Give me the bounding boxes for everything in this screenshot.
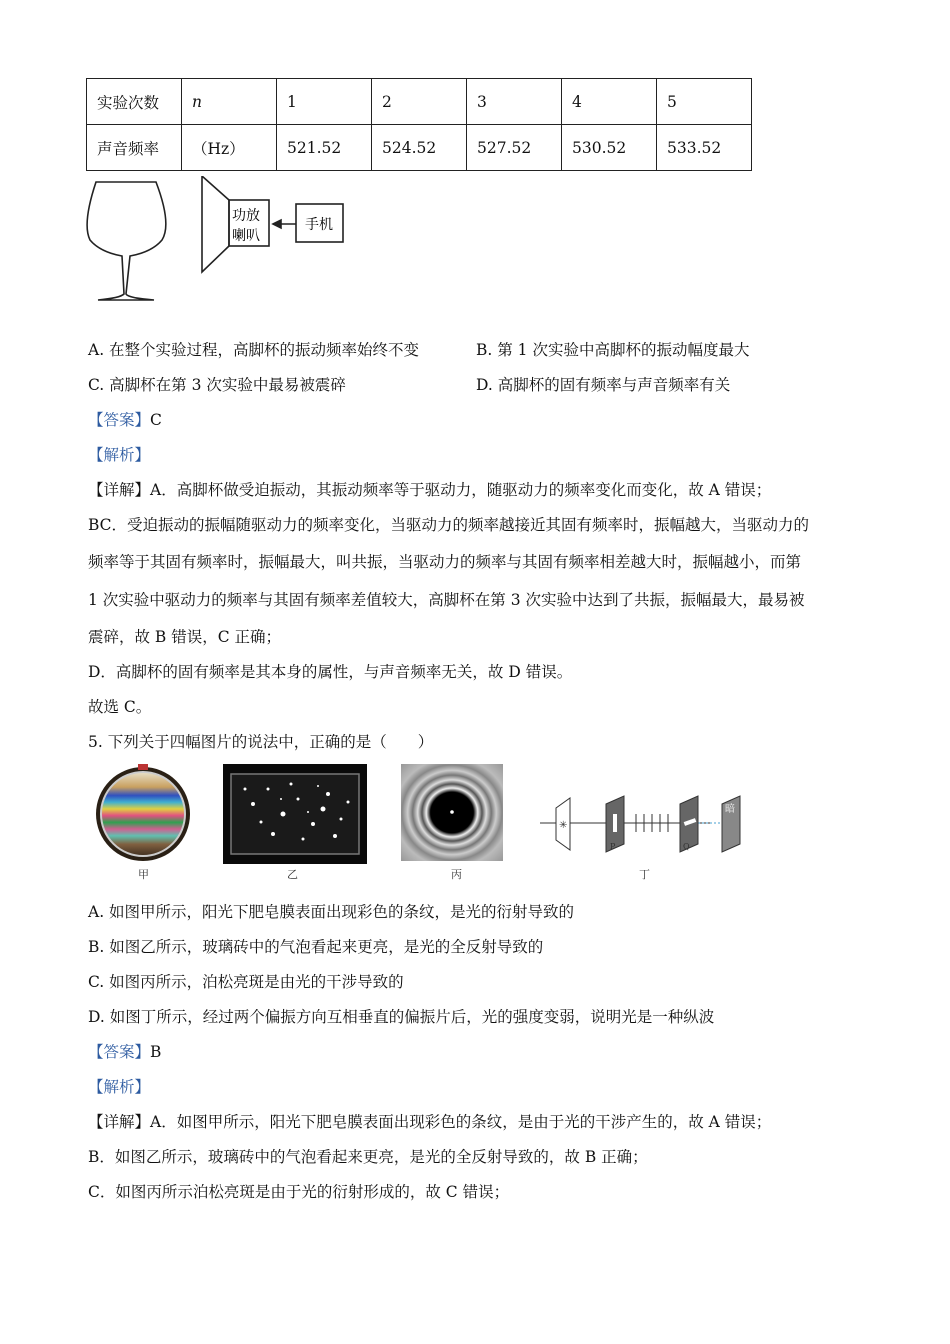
table-cell: 530.52 bbox=[562, 125, 657, 171]
fig-label-yi: 乙 bbox=[287, 868, 298, 881]
q4-detail-line: 频率等于其固有频率时，振幅最大，叫共振，当驱动力的频率与其固有频率相差越大时，振幅越小，而第 bbox=[88, 553, 802, 571]
q4-conclusion: 故选 C。 bbox=[88, 698, 152, 716]
q4-detail-line: 1 次实验中驱动力的频率与其固有频率差值较大，高脚杯在第 3 次实验中达到了共振，振幅最大，最易被 bbox=[88, 591, 805, 609]
polarizer-figure bbox=[540, 768, 745, 856]
answer-tag: 【答案】 bbox=[88, 411, 151, 429]
q5-option-d: D. 如图丁所示，经过两个偏振方向互相垂直的偏振片后，光的强度变弱，说明光是一种纵波 bbox=[88, 1008, 715, 1026]
table-cell: 1 bbox=[277, 79, 372, 125]
table-cell: 实验次数 bbox=[87, 79, 182, 125]
speaker-label-2: 喇叭 bbox=[232, 228, 260, 244]
table-cell: 声音频率 bbox=[87, 125, 182, 171]
detail-tag: 【详解】 bbox=[88, 1113, 151, 1131]
frequency-table bbox=[86, 78, 752, 171]
table-cell: 527.52 bbox=[467, 125, 562, 171]
table-cell: 2 bbox=[372, 79, 467, 125]
soap-film-figure bbox=[94, 764, 192, 864]
fig-label-ding: 丁 bbox=[639, 868, 650, 881]
table-cell: 4 bbox=[562, 79, 657, 125]
poisson-spot-figure bbox=[401, 764, 503, 861]
q5-detail-line bbox=[88, 1110, 771, 1132]
table-cell: （Hz） bbox=[182, 125, 277, 171]
q5-detail-line: B．如图乙所示，玻璃砖中的气泡看起来更亮，是光的全反射导致的，故 B 正确； bbox=[88, 1148, 648, 1166]
q5-option-b: B. 如图乙所示，玻璃砖中的气泡看起来更亮，是光的全反射导致的 bbox=[88, 938, 544, 956]
q4-analysis-tag: 【解析】 bbox=[88, 446, 151, 464]
table-row bbox=[87, 79, 752, 125]
answer-value: C bbox=[150, 411, 162, 429]
table-cell: 533.52 bbox=[657, 125, 752, 171]
q4-option-b: B. 第 1 次实验中高脚杯的振动幅度最大 bbox=[476, 341, 750, 359]
phone-label: 手机 bbox=[305, 217, 333, 233]
goblet-icon bbox=[87, 182, 166, 300]
detail-text: A．高脚杯做受迫振动，其振动频率等于驱动力，随驱动力的频率变化而变化，故 A 错误； bbox=[150, 481, 772, 499]
q4-option-d: D. 高脚杯的固有频率与声音频率有关 bbox=[476, 376, 731, 394]
q4-detail-line: D．高脚杯的固有频率是其本身的属性，与声音频率无关，故 D 错误。 bbox=[88, 663, 573, 681]
table-cell: 521.52 bbox=[277, 125, 372, 171]
speaker-cone-icon bbox=[202, 176, 229, 272]
q4-detail-line: BC．受迫振动的振幅随驱动力的频率变化，当驱动力的频率越接近其固有频率时，振幅越大，当驱动力的 bbox=[88, 516, 810, 534]
q4-detail-line: 震碎，故 B 错误，C 正确； bbox=[88, 628, 282, 646]
table-row bbox=[87, 125, 752, 171]
q5-option-c: C. 如图丙所示，泊松亮斑是由光的干涉导致的 bbox=[88, 973, 404, 991]
goblet-speaker-diagram bbox=[84, 176, 354, 306]
arrow-head-icon bbox=[273, 220, 281, 228]
q5-answer bbox=[88, 1040, 161, 1062]
answer-tag: 【答案】 bbox=[88, 1043, 151, 1061]
fig-label-bing: 丙 bbox=[451, 868, 462, 881]
table-cell: 5 bbox=[657, 79, 752, 125]
detail-tag: 【详解】 bbox=[88, 481, 151, 499]
q4-option-a: A. 在整个实验过程，高脚杯的振动频率始终不变 bbox=[88, 341, 420, 359]
q4-answer bbox=[88, 408, 162, 430]
q5-stem: 5. 下列关于四幅图片的说法中，正确的是（ ） bbox=[88, 733, 434, 751]
q5-analysis-tag: 【解析】 bbox=[88, 1078, 151, 1096]
label-p: P bbox=[610, 842, 616, 851]
answer-value: B bbox=[150, 1043, 162, 1061]
speaker-label-1: 功放 bbox=[232, 208, 260, 224]
label-screen: 暗 bbox=[725, 804, 735, 815]
q4-option-c: C. 高脚杯在第 3 次实验中最易被震碎 bbox=[88, 376, 346, 394]
detail-text: A．如图甲所示，阳光下肥皂膜表面出现彩色的条纹，是由于光的干涉产生的，故 A 错误； bbox=[150, 1113, 772, 1131]
table-cell: 524.52 bbox=[372, 125, 467, 171]
svg-text:✳: ✳ bbox=[559, 820, 568, 831]
fig-label-jia: 甲 bbox=[138, 868, 149, 881]
glass-brick-figure bbox=[223, 764, 367, 864]
table-cell: n bbox=[182, 79, 277, 125]
q5-detail-line: C．如图丙所示泊松亮斑是由于光的衍射形成的，故 C 错误； bbox=[88, 1183, 510, 1201]
q4-detail-line bbox=[88, 478, 771, 500]
q5-option-a: A. 如图甲所示，阳光下肥皂膜表面出现彩色的条纹，是光的衍射导致的 bbox=[88, 903, 575, 921]
table-cell: 3 bbox=[467, 79, 562, 125]
label-q: Q bbox=[683, 842, 690, 851]
